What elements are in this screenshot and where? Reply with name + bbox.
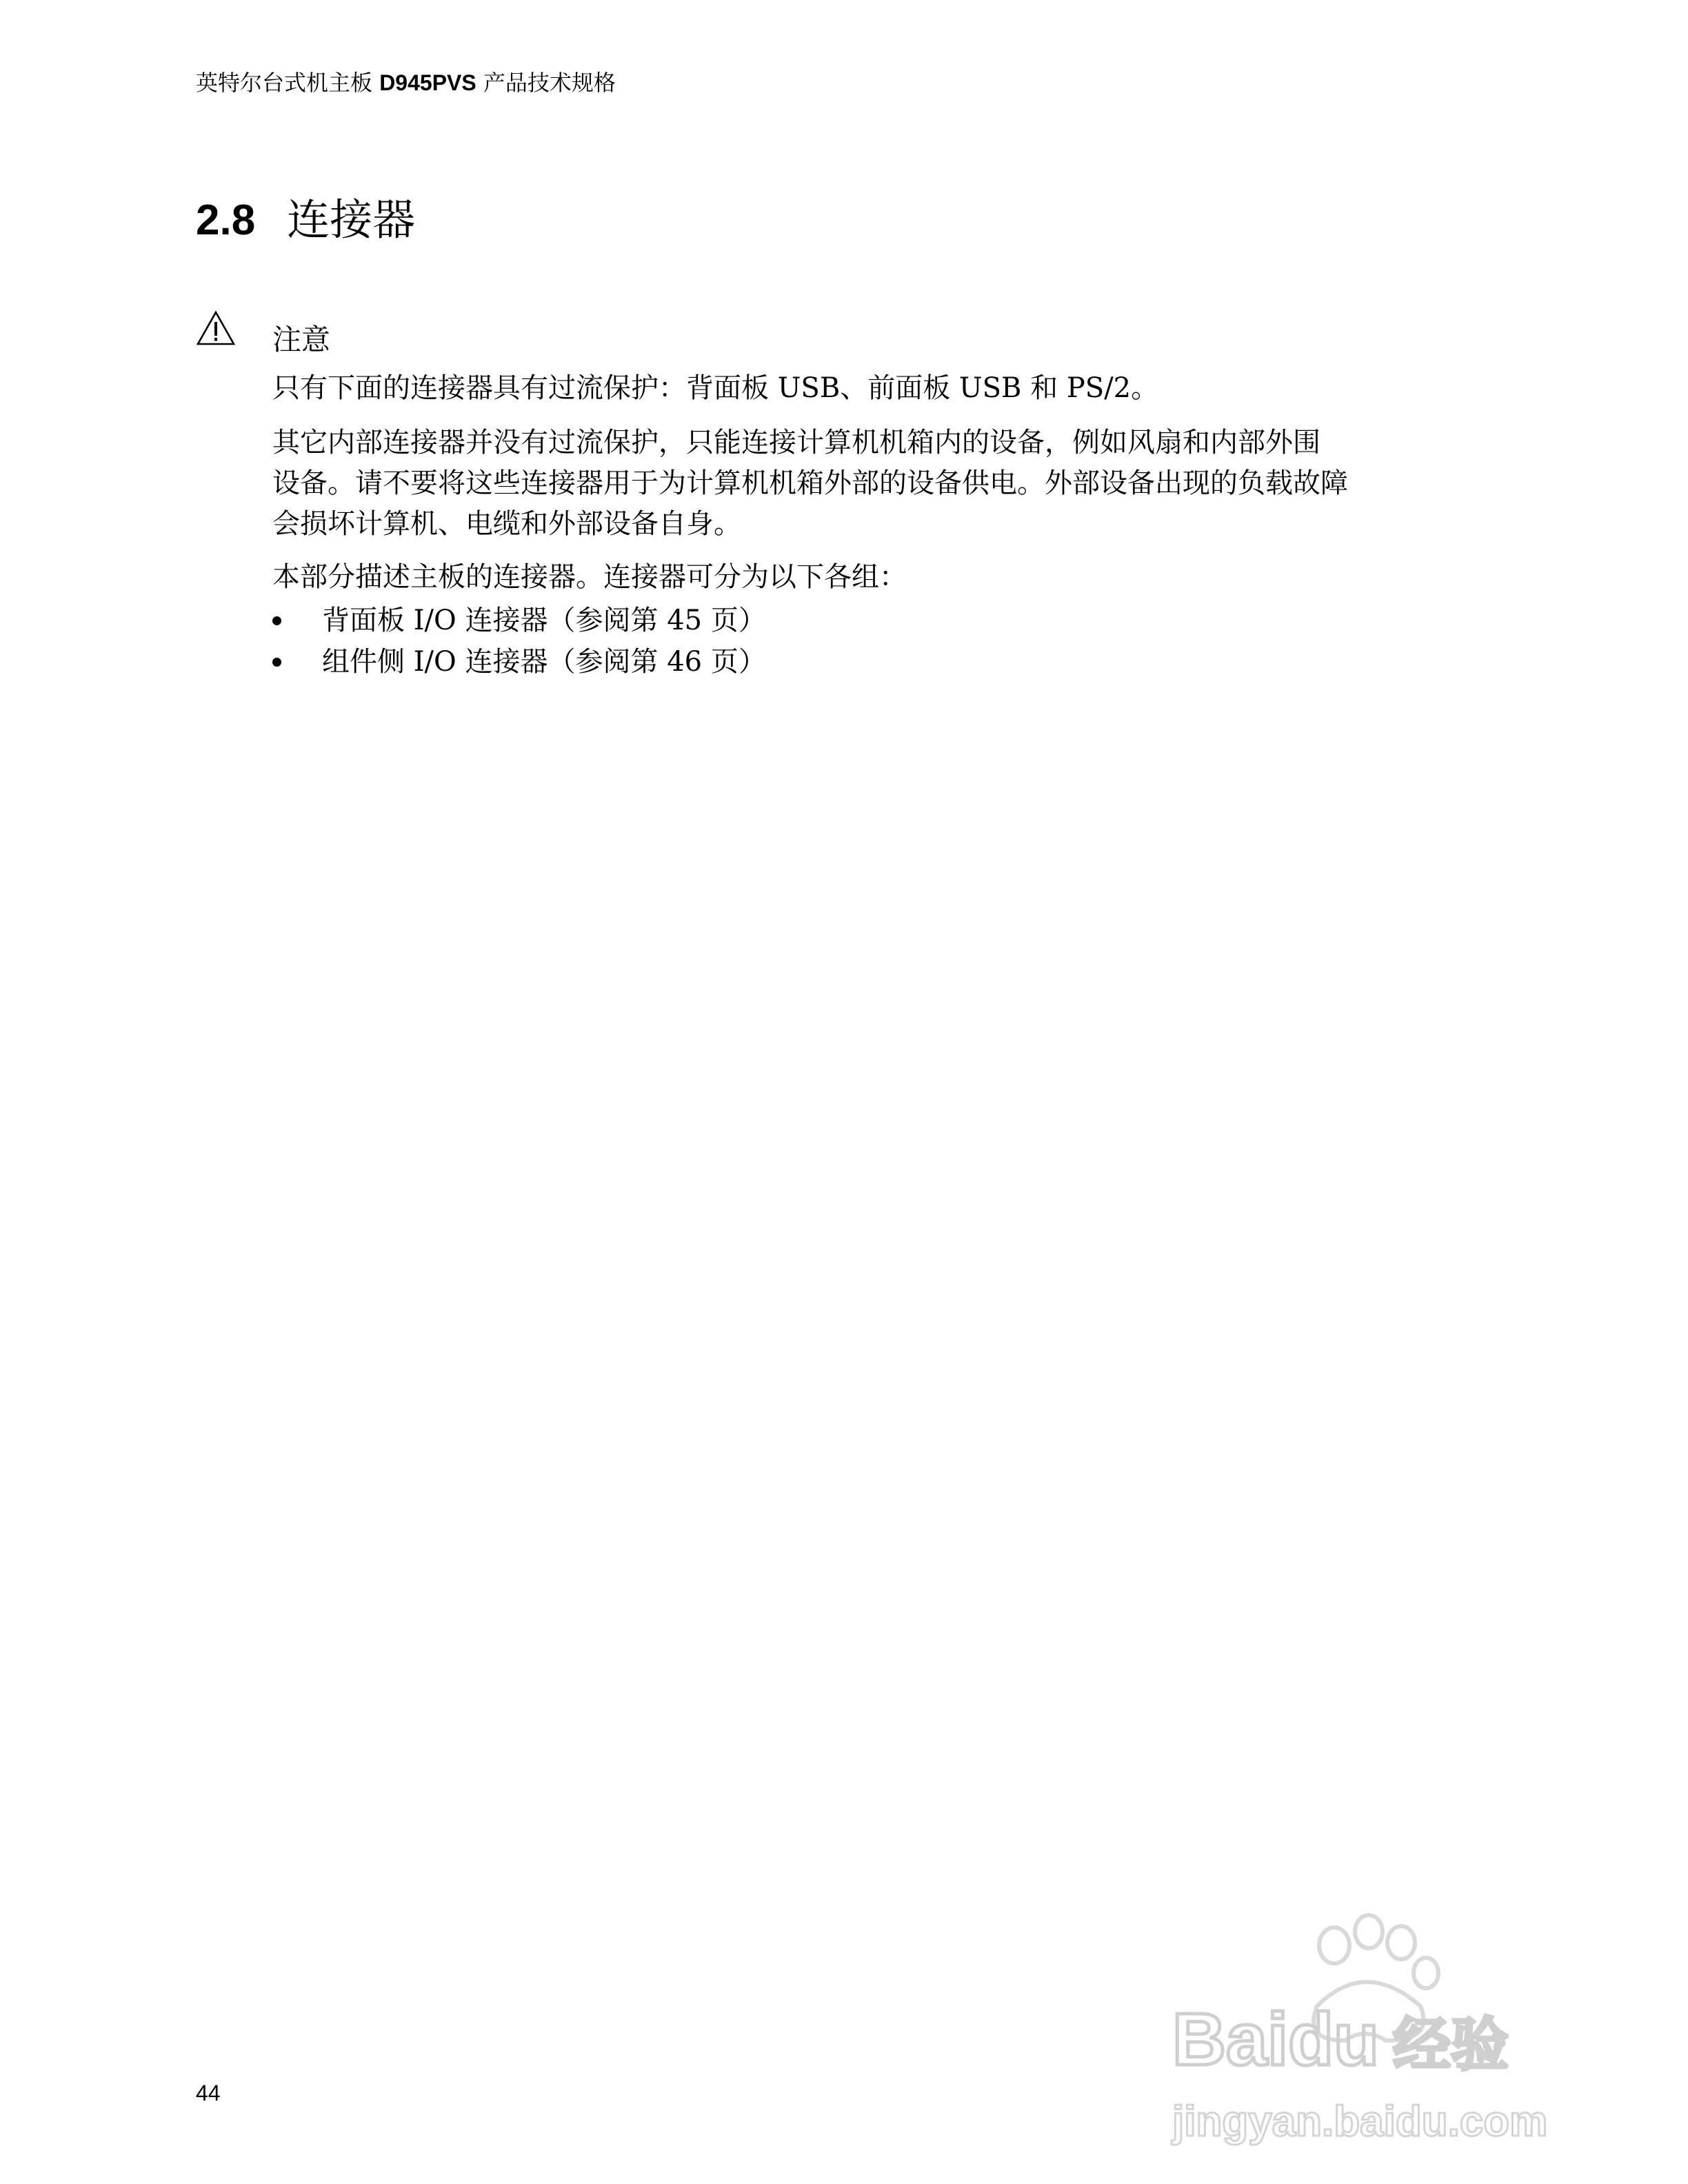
watermark-url: jingyan.baidu.com <box>1172 2098 1548 2145</box>
note-paragraph-2-line: 其它内部连接器并没有过流保护，只能连接计算机机箱内的设备，例如风扇和内部外围 <box>272 427 1320 458</box>
bullet-icon <box>272 616 281 625</box>
section-number: 2.8 <box>196 196 256 244</box>
header-prefix: 英特尔台式机主板 <box>196 70 380 96</box>
baidu-watermark-logo <box>1158 1903 1572 2165</box>
note-paragraph-2-line: 设备。请不要将这些连接器用于为计算机机箱外部的设备供电。外部设备出现的负载故障 <box>272 467 1348 499</box>
watermark-brand: Baidu <box>1172 1997 1380 2081</box>
section-title: 连接器 <box>287 194 416 245</box>
note-paragraph-2 <box>272 423 1472 545</box>
list-item <box>272 600 766 641</box>
header-suffix: 产品技术规格 <box>476 70 616 96</box>
intro-paragraph: 本部分描述主板的连接器。连接器可分为以下各组： <box>272 561 907 593</box>
page-number: 44 <box>196 2081 221 2105</box>
section-heading <box>196 194 416 245</box>
bullet-icon <box>272 658 281 667</box>
watermark-brand-cn: 经验 <box>1393 2011 1509 2079</box>
connector-group-list <box>272 600 766 682</box>
list-item <box>272 641 766 682</box>
note-paragraph-1: 只有下面的连接器具有过流保护：背面板 USB、前面板 USB 和 PS/2。 <box>272 372 1159 404</box>
list-item-text: 组件侧 I/O 连接器（参阅第 46 页） <box>322 646 766 678</box>
warning-triangle-icon <box>196 310 236 346</box>
list-item-text: 背面板 I/O 连接器（参阅第 45 页） <box>322 605 766 636</box>
header-model: D945PVS <box>379 70 476 95</box>
note-paragraph-2-line: 会损坏计算机、电缆和外部设备自身。 <box>272 508 741 540</box>
running-header <box>196 65 616 97</box>
note-title: 注意 <box>272 323 331 356</box>
